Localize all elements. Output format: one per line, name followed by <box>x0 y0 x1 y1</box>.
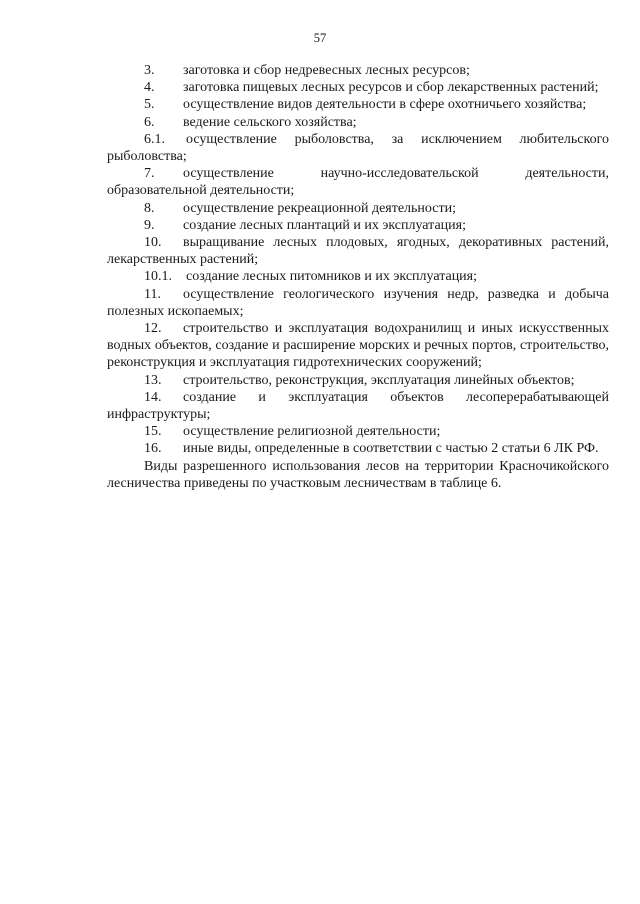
list-item-number: 5. <box>144 97 155 113</box>
list-item-text: иные виды, определенные в соответствии с частью 2 статьи 6 ЛК РФ. <box>183 441 599 457</box>
list-item-number: 11. <box>144 286 161 302</box>
list-item-text: строительство и эксплуатация водохранилищ и иных искусственных водных объектов, создание и расширение морских и речных портов, строительство, реконструкция и эксплуатация гидротехнических сооружений; <box>107 321 609 371</box>
list-item-number: 10. <box>144 235 162 251</box>
forest-use-list <box>107 62 609 458</box>
list-item <box>107 62 609 79</box>
list-item-text: осуществление рыболовства, за исключением любительского рыболовства; <box>107 131 609 165</box>
list-item <box>107 440 609 457</box>
list-item-number: 6. <box>144 114 155 130</box>
list-item <box>107 234 609 268</box>
list-item-text: создание лесных плантаций и их эксплуатация; <box>183 217 466 233</box>
list-item-number: 15. <box>144 424 162 440</box>
list-item-text: осуществление научно-исследовательской деятельности, образовательной деятельности; <box>107 166 609 199</box>
list-item-text: строительство, реконструкция, эксплуатация линейных объектов; <box>183 372 575 388</box>
list-item <box>107 217 609 234</box>
list-item <box>107 165 609 199</box>
list-item-number: 14. <box>144 389 162 405</box>
list-item-text: осуществление рекреационной деятельности; <box>183 200 456 216</box>
list-item-number: 16. <box>144 441 162 457</box>
list-item <box>107 423 609 440</box>
list-item <box>107 286 609 320</box>
list-item-text: заготовка и сбор недревесных лесных ресурсов; <box>183 63 470 78</box>
list-item-number: 3. <box>144 63 155 78</box>
list-item <box>107 79 609 96</box>
list-item-number: 12. <box>144 321 162 337</box>
list-item <box>107 131 609 165</box>
list-item-text: осуществление видов деятельности в сфере охотничьего хозяйства; <box>183 97 587 113</box>
list-item <box>107 372 609 389</box>
list-item-text: создание и эксплуатация объектов лесоперерабатывающей инфраструктуры; <box>107 389 609 423</box>
list-item-text: создание лесных питомников и их эксплуатация; <box>186 269 478 285</box>
list-item <box>107 320 609 372</box>
list-item-text: заготовка пищевых лесных ресурсов и сбор лекарственных растений; <box>183 80 599 96</box>
list-item-number: 10.1. <box>144 269 172 285</box>
list-item-number: 4. <box>144 80 155 96</box>
list-item <box>107 114 609 131</box>
list-item-number: 7. <box>144 166 155 182</box>
list-item-text: осуществление религиозной деятельности; <box>183 424 441 440</box>
page-number: 57 <box>313 31 327 45</box>
list-item <box>107 389 609 423</box>
closing-paragraph: Виды разрешенного использования лесов на территории Красночикойского лесничества приведены по участковым лесничествам в таблице 6. <box>107 458 609 491</box>
list-item-text: осуществление геологического изучения недр, разведка и добыча полезных ископаемых; <box>107 286 609 319</box>
list-item <box>107 200 609 217</box>
list-item-text: ведение сельского хозяйства; <box>183 114 357 130</box>
document-body <box>107 62 609 492</box>
list-item <box>107 268 609 285</box>
list-item-number: 6.1. <box>144 131 165 147</box>
list-item-number: 13. <box>144 372 162 388</box>
list-item-text: выращивание лесных плодовых, ягодных, декоративных растений, лекарственных растений; <box>107 235 609 268</box>
list-item <box>107 96 609 113</box>
list-item-number: 8. <box>144 200 155 216</box>
list-item-number: 9. <box>144 217 155 233</box>
